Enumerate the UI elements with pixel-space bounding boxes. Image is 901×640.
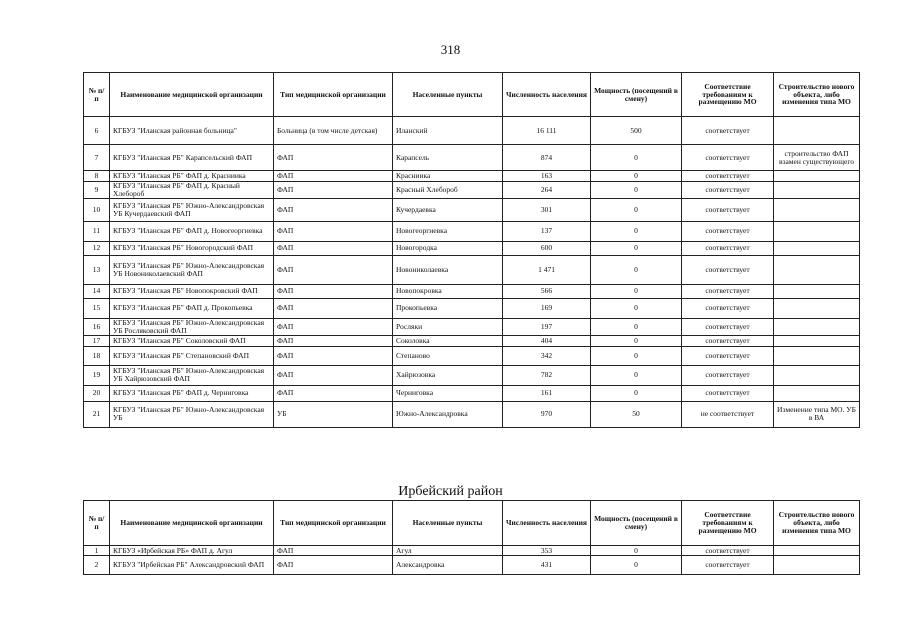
cell-place: Южно-Александровка <box>393 401 503 427</box>
table-row <box>84 365 860 385</box>
cell-name: КГБУЗ "Иланская РБ" Карапсельский ФАП <box>110 145 274 171</box>
cell-n: 8 <box>84 171 110 182</box>
cell-place: Александровка <box>393 556 503 575</box>
cell-type: ФАП <box>274 145 393 171</box>
cell-cap: 0 <box>591 385 682 401</box>
cell-type: ФАП <box>274 335 393 346</box>
cell-n: 13 <box>84 255 110 284</box>
table-row <box>84 335 860 346</box>
cell-build <box>774 241 860 255</box>
cell-name: КГБУЗ "Иланская РБ" ФАП д. Красный Хлебороб <box>110 182 274 199</box>
cell-name: КГБУЗ "Иланская РБ" ФАП д. Красниика <box>110 171 274 182</box>
table-row <box>84 346 860 365</box>
cell-name: КГБУЗ "Иланская РБ" Новогородский ФАП <box>110 241 274 255</box>
cell-compliance: соответствует <box>682 145 774 171</box>
header-cell: Мощность (посещений в смену) <box>591 501 682 546</box>
cell-pop: 342 <box>503 346 591 365</box>
header-cell: Населенные пункты <box>393 501 503 546</box>
table-row <box>84 198 860 221</box>
cell-name: КГБУЗ "Иланская РБ" Южно-Александровская УБ Росляковский ФАП <box>110 318 274 335</box>
cell-name: КГБУЗ "Иланская РБ" Южно-Александровская УБ Новониколаевский ФАП <box>110 255 274 284</box>
cell-cap: 0 <box>591 221 682 241</box>
table-row <box>84 401 860 427</box>
cell-n: 14 <box>84 284 110 298</box>
table-row <box>84 385 860 401</box>
cell-compliance: не соответствует <box>682 401 774 427</box>
cell-build: Изменение типа МО. УБ в ВА <box>774 401 860 427</box>
cell-pop: 301 <box>503 198 591 221</box>
header-cell: Строительство нового объекта, либо изменения типа МО <box>774 501 860 546</box>
cell-build <box>774 255 860 284</box>
cell-cap: 0 <box>591 335 682 346</box>
cell-name: КГБУЗ "Иланская РБ" Новопокровский ФАП <box>110 284 274 298</box>
cell-n: 18 <box>84 346 110 365</box>
cell-pop: 16 111 <box>503 117 591 145</box>
cell-name: КГБУЗ "Иланская РБ" Соколовский ФАП <box>110 335 274 346</box>
table-row <box>84 556 860 575</box>
cell-cap: 0 <box>591 318 682 335</box>
cell-type: ФАП <box>274 171 393 182</box>
cell-place: Новогородка <box>393 241 503 255</box>
cell-name: КГБУЗ "Иланская РБ" ФАП д. Новогеоргиевка <box>110 221 274 241</box>
cell-place: Прокопьевка <box>393 298 503 318</box>
cell-place: Красный Хлебороб <box>393 182 503 199</box>
cell-cap: 0 <box>591 284 682 298</box>
table-row <box>84 171 860 182</box>
cell-cap: 0 <box>591 241 682 255</box>
cell-type: ФАП <box>274 346 393 365</box>
cell-build <box>774 198 860 221</box>
cell-compliance: соответствует <box>682 318 774 335</box>
cell-type: ФАП <box>274 365 393 385</box>
cell-n: 19 <box>84 365 110 385</box>
cell-place: Хайрюзовка <box>393 365 503 385</box>
cell-compliance: соответствует <box>682 346 774 365</box>
table-row <box>84 255 860 284</box>
table-row <box>84 221 860 241</box>
cell-type: ФАП <box>274 298 393 318</box>
cell-n: 12 <box>84 241 110 255</box>
cell-cap: 0 <box>591 346 682 365</box>
cell-build <box>774 335 860 346</box>
table-row <box>84 298 860 318</box>
cell-type: ФАП <box>274 221 393 241</box>
cell-name: КГБУЗ "Иланская районная больница" <box>110 117 274 145</box>
cell-type: ФАП <box>274 284 393 298</box>
header-cell: № п/п <box>84 501 110 546</box>
cell-type: ФАП <box>274 241 393 255</box>
cell-n: 2 <box>84 556 110 575</box>
cell-cap: 0 <box>591 546 682 556</box>
cell-cap: 0 <box>591 556 682 575</box>
cell-compliance: соответствует <box>682 198 774 221</box>
cell-cap: 0 <box>591 182 682 199</box>
cell-type: УБ <box>274 401 393 427</box>
table-header-row <box>84 501 860 546</box>
cell-n: 15 <box>84 298 110 318</box>
cell-place: Черниговка <box>393 385 503 401</box>
cell-name: КГБУЗ "Иланская РБ" Южно-Александровская УБ Кучердаевский ФАП <box>110 198 274 221</box>
cell-place: Новогеоргиевка <box>393 221 503 241</box>
table-body <box>84 117 860 428</box>
cell-compliance: соответствует <box>682 385 774 401</box>
cell-type: ФАП <box>274 556 393 575</box>
cell-cap: 0 <box>591 365 682 385</box>
cell-compliance: соответствует <box>682 546 774 556</box>
header-cell: Населенные пункты <box>393 73 503 117</box>
cell-build <box>774 284 860 298</box>
cell-pop: 782 <box>503 365 591 385</box>
cell-build <box>774 221 860 241</box>
cell-build <box>774 365 860 385</box>
cell-name: КГБУЗ "Иланская РБ" Южно-Александровская УБ <box>110 401 274 427</box>
cell-build <box>774 385 860 401</box>
cell-place: Карапсель <box>393 145 503 171</box>
cell-n: 21 <box>84 401 110 427</box>
cell-n: 11 <box>84 221 110 241</box>
cell-compliance: соответствует <box>682 284 774 298</box>
cell-place: Росляки <box>393 318 503 335</box>
table-row <box>84 241 860 255</box>
cell-type: ФАП <box>274 182 393 199</box>
district-title: Ирбейский район <box>398 484 503 499</box>
cell-pop: 264 <box>503 182 591 199</box>
header-cell: Тип медицинской организации <box>274 73 393 117</box>
header-cell: Численность населения <box>503 73 591 117</box>
table-row <box>84 145 860 171</box>
facilities-table-irbeysky <box>83 500 860 575</box>
cell-compliance: соответствует <box>682 182 774 199</box>
cell-compliance: соответствует <box>682 241 774 255</box>
cell-pop: 431 <box>503 556 591 575</box>
cell-build <box>774 346 860 365</box>
cell-place: Иланский <box>393 117 503 145</box>
cell-type: Больница (в том числе детская) <box>274 117 393 145</box>
cell-build <box>774 171 860 182</box>
cell-name: КГБУЗ "Иланская РБ" Южно-Александровская УБ Хайрюзовский ФАП <box>110 365 274 385</box>
cell-pop: 600 <box>503 241 591 255</box>
header-cell: Наименование медицинской организации <box>110 73 274 117</box>
cell-cap: 0 <box>591 198 682 221</box>
cell-build <box>774 117 860 145</box>
cell-compliance: соответствует <box>682 556 774 575</box>
cell-pop: 970 <box>503 401 591 427</box>
cell-place: Новониколаевка <box>393 255 503 284</box>
table-row <box>84 284 860 298</box>
table-row <box>84 182 860 199</box>
page-number: 318 <box>440 42 461 57</box>
cell-n: 9 <box>84 182 110 199</box>
cell-place: Степаново <box>393 346 503 365</box>
cell-place: Кучердаевка <box>393 198 503 221</box>
cell-cap: 500 <box>591 117 682 145</box>
cell-pop: 161 <box>503 385 591 401</box>
cell-cap: 50 <box>591 401 682 427</box>
header-cell: Тип медицинской организации <box>274 501 393 546</box>
cell-pop: 163 <box>503 171 591 182</box>
header-cell: Мощность (посещений в смену) <box>591 73 682 117</box>
cell-n: 7 <box>84 145 110 171</box>
cell-n: 6 <box>84 117 110 145</box>
cell-place: Соколовка <box>393 335 503 346</box>
cell-compliance: соответствует <box>682 171 774 182</box>
cell-compliance: соответствует <box>682 335 774 346</box>
header-cell: № п/п <box>84 73 110 117</box>
cell-name: КГБУЗ "Иланская РБ" Степановский ФАП <box>110 346 274 365</box>
cell-name: КГБУЗ "Ирбейская РБ" Александровский ФАП <box>110 556 274 575</box>
cell-type: ФАП <box>274 546 393 556</box>
cell-compliance: соответствует <box>682 298 774 318</box>
cell-place: Агул <box>393 546 503 556</box>
header-cell: Численность населения <box>503 501 591 546</box>
cell-n: 16 <box>84 318 110 335</box>
header-cell: Строительство нового объекта, либо изменения типа МО <box>774 73 860 117</box>
cell-pop: 1 471 <box>503 255 591 284</box>
cell-build: строительство ФАП взамен существующего <box>774 145 860 171</box>
table-header-row <box>84 73 860 117</box>
cell-name: КГБУЗ "Иланская РБ" ФАП д. Прокопьевка <box>110 298 274 318</box>
table-row <box>84 117 860 145</box>
cell-build <box>774 556 860 575</box>
cell-pop: 169 <box>503 298 591 318</box>
cell-build <box>774 318 860 335</box>
cell-build <box>774 546 860 556</box>
cell-pop: 353 <box>503 546 591 556</box>
cell-cap: 0 <box>591 255 682 284</box>
cell-n: 1 <box>84 546 110 556</box>
cell-type: ФАП <box>274 198 393 221</box>
cell-compliance: соответствует <box>682 365 774 385</box>
header-cell: Соответствие требованиям к размещению МО <box>682 73 774 117</box>
cell-compliance: соответствует <box>682 117 774 145</box>
cell-type: ФАП <box>274 385 393 401</box>
cell-compliance: соответствует <box>682 221 774 241</box>
cell-type: ФАП <box>274 255 393 284</box>
cell-name: КГБУЗ «Ирбейская РБ» ФАП д. Агул <box>110 546 274 556</box>
cell-pop: 566 <box>503 284 591 298</box>
cell-n: 17 <box>84 335 110 346</box>
table-body <box>84 546 860 575</box>
cell-pop: 404 <box>503 335 591 346</box>
cell-name: КГБУЗ "Иланская РБ" ФАП д. Черниговка <box>110 385 274 401</box>
cell-n: 20 <box>84 385 110 401</box>
cell-cap: 0 <box>591 171 682 182</box>
cell-n: 10 <box>84 198 110 221</box>
cell-build <box>774 298 860 318</box>
header-cell: Наименование медицинской организации <box>110 501 274 546</box>
cell-pop: 137 <box>503 221 591 241</box>
table-row <box>84 546 860 556</box>
header-cell: Соответствие требованиям к размещению МО <box>682 501 774 546</box>
cell-compliance: соответствует <box>682 255 774 284</box>
table-row <box>84 318 860 335</box>
cell-cap: 0 <box>591 145 682 171</box>
cell-cap: 0 <box>591 298 682 318</box>
cell-pop: 197 <box>503 318 591 335</box>
facilities-table-ilansky <box>83 72 860 428</box>
cell-build <box>774 182 860 199</box>
cell-place: Новопокровка <box>393 284 503 298</box>
cell-place: Красниика <box>393 171 503 182</box>
cell-type: ФАП <box>274 318 393 335</box>
cell-pop: 874 <box>503 145 591 171</box>
